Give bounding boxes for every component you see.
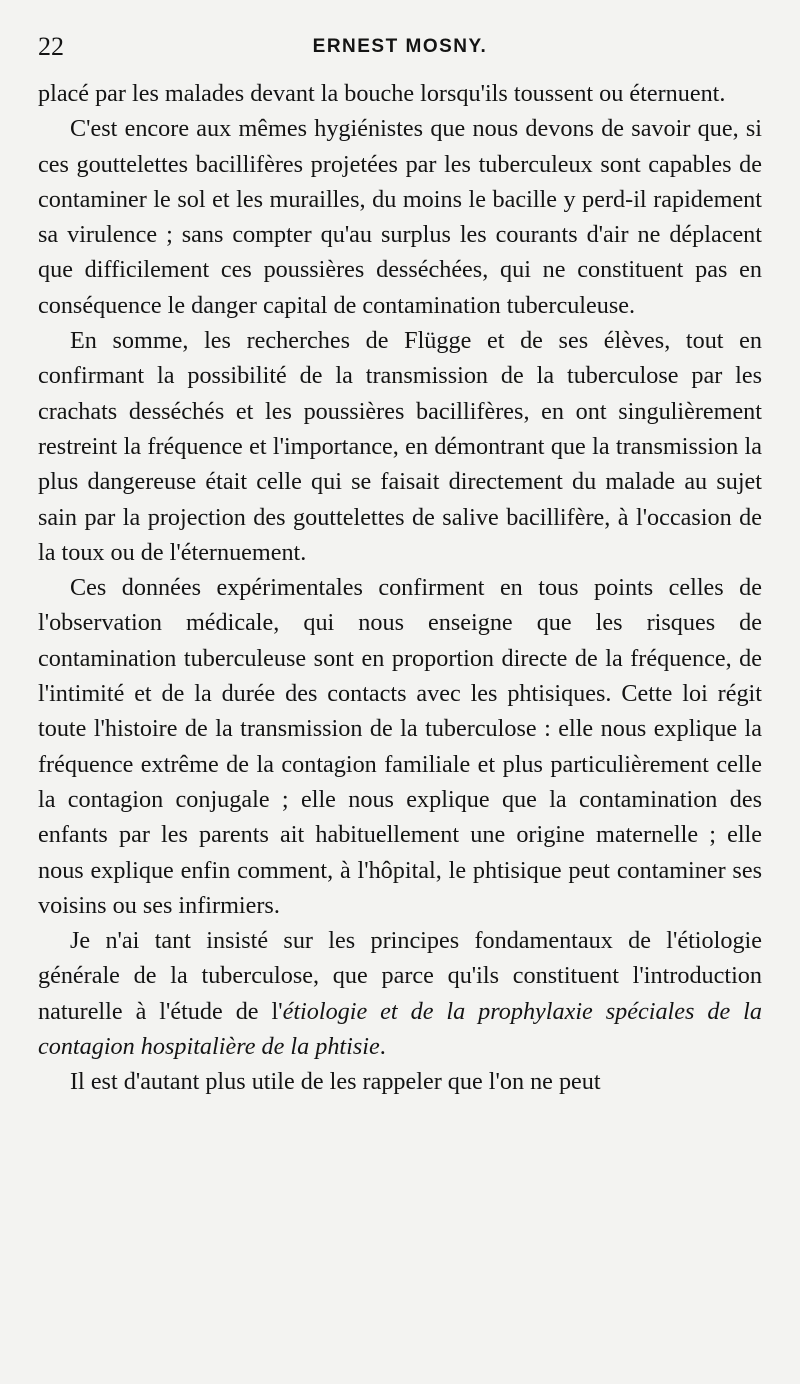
paragraph-etiology xyxy=(38,923,762,1064)
paragraph-medical-observation: Ces données expérimentales confirment en tous points celles de l'observation médicale, qui nous enseigne que les risques de contamination tuberculeuse sont en proportion directe de la fréquence, de l'intimité et de la durée des contacts avec les phtisiques. Cette loi régit toute l'histoire de la transmission de la tuberculose : elle nous explique la fréquence extrême de la contagion familiale et plus particulièrement celle la contagion conjugale ; elle nous explique que la contamination des enfants par les parents ait habituellement une origine maternelle ; elle nous explique enfin comment, à l'hôpital, le phtisique peut contaminer ses voisins ou ses infirmiers. xyxy=(38,574,762,919)
paragraph-final: Il est d'autant plus utile de les rappeler que l'on ne peut xyxy=(70,1068,601,1096)
paragraph-flugge: En somme, les recherches de Flügge et de ses élèves, tout en confirmant la possibilité de la transmission de la tuberculose par les crachats desséchés et les poussières bacillifères, en ont singulièrement restreint la fréquence et l'importance, en démontrant que la transmission la plus dangereuse était celle qui se faisait directement du malade au sujet sain par la projection des gouttelettes de salive bacillifère, à l'occasion de la toux ou de l'éternuement. xyxy=(38,327,762,566)
etiology-italic: étiologie et de la prophylaxie spéciales de la contagion hospitalière de la phtisie xyxy=(38,997,762,1061)
running-head xyxy=(38,28,762,66)
body-text xyxy=(38,76,762,1100)
paragraph-hygienists: C'est encore aux mêmes hygiénistes que nous devons de savoir que, si ces gouttelettes bacillifères projetées par les tuberculeux sont capables de contaminer le sol et les murailles, du moins le bacille y perd-il rapidement sa virulence ; sans compter qu'au surplus les courants d'air ne déplacent que difficilement ces poussières desséchées, qui ne constituent pas en conséquence le danger capital de contamination tuberculeuse. xyxy=(38,115,762,319)
running-title: ERNEST MOSNY. xyxy=(312,36,488,57)
page-number: 22 xyxy=(38,32,64,61)
etiology-text: Je n'ai tant insisté sur les principes fondamentaux de l'étiologie générale de la tuberculose, que parce qu'ils constituent l'introduction naturelle à l'étude de l' xyxy=(38,927,762,1025)
etiology-end: . xyxy=(379,1033,386,1061)
paragraph-continuation: placé par les malades devant la bouche lorsqu'ils toussent ou éternuent. xyxy=(38,80,726,107)
